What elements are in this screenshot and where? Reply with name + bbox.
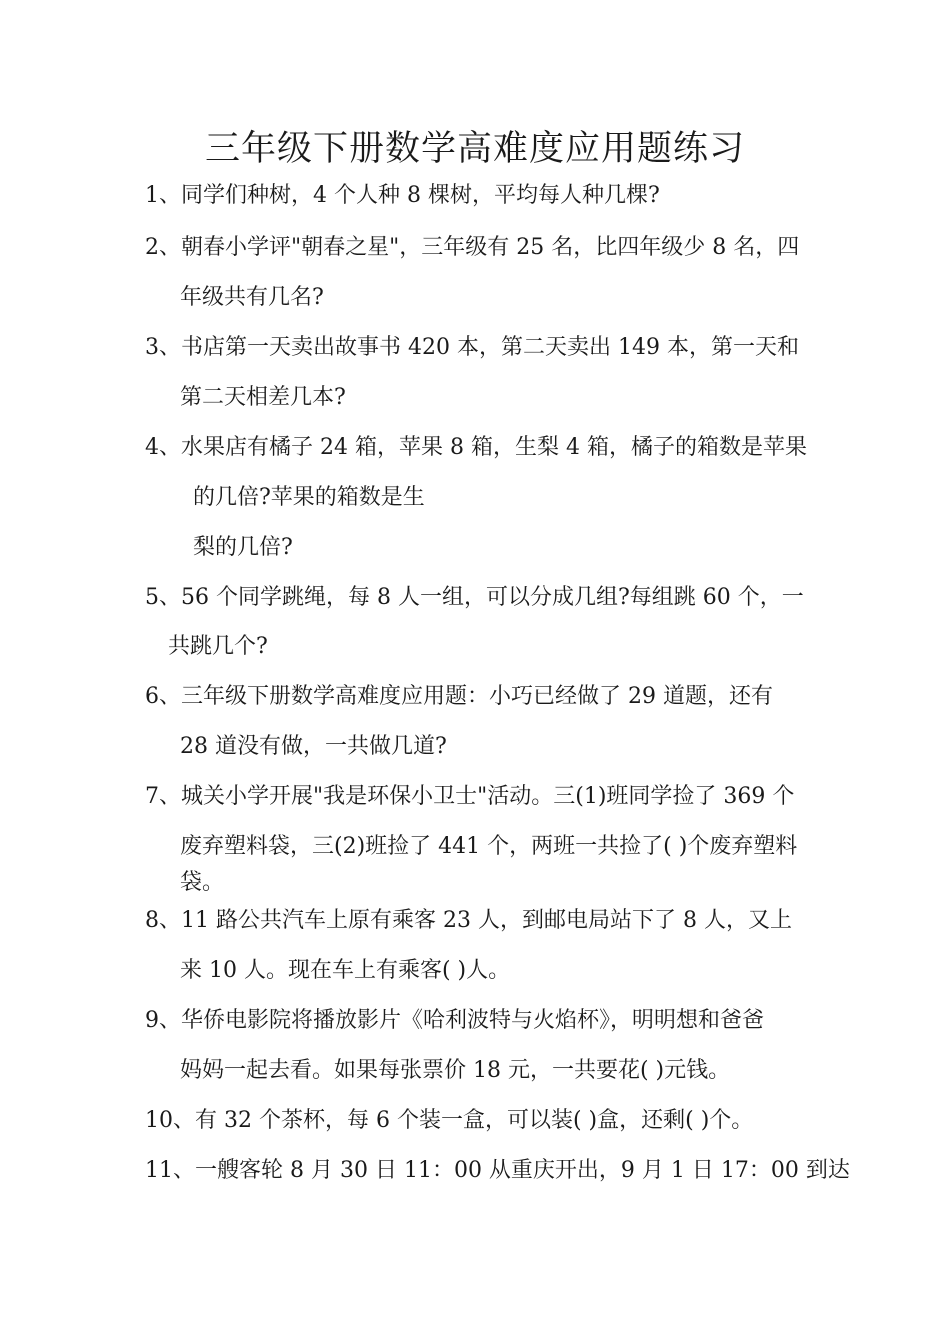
question-5-line-1: 5、56 个同学跳绳，每 8 人一组，可以分成几组?每组跳 60 个，一: [145, 585, 804, 610]
question-4-line-2: 的几倍?苹果的箱数是生: [193, 485, 425, 510]
question-2-line-2: 年级共有几名?: [180, 285, 324, 310]
question-9-line-1: 9、华侨电影院将播放影片《哈利波特与火焰杯》，明明想和爸爸: [145, 1008, 764, 1033]
question-7-line-1: 7、城关小学开展"我是环保小卫士"活动。三(1)班同学捡了 369 个: [145, 784, 795, 809]
question-6-line-2: 28 道没有做，一共做几道?: [180, 734, 447, 759]
question-7-line-2: 废弃塑料袋，三(2)班捡了 441 个，两班一共捡了( )个废弃塑料: [180, 834, 798, 859]
question-1-line-1: 1、同学们种树，4 个人种 8 棵树，平均每人种几棵?: [145, 183, 660, 208]
question-10-line-1: 10、有 32 个茶杯，每 6 个装一盒，可以装( )盒，还剩( )个。: [145, 1108, 754, 1133]
question-3-line-2: 第二天相差几本?: [180, 385, 346, 410]
document-title: 三年级下册数学高难度应用题练习: [204, 129, 745, 169]
question-11-line-1: 11、一艘客轮 8 月 30 日 11：00 从重庆开出，9 月 1 日 17：00 到达: [145, 1158, 850, 1183]
question-8-line-2: 来 10 人。现在车上有乘客( )人。: [180, 958, 511, 983]
question-8-line-1: 8、11 路公共汽车上原有乘客 23 人，到邮电局站下了 8 人，又上: [145, 908, 792, 933]
question-4-line-1: 4、水果店有橘子 24 箱，苹果 8 箱，生梨 4 箱，橘子的箱数是苹果: [145, 435, 807, 460]
question-4-line-3: 梨的几倍?: [193, 535, 293, 560]
question-9-line-2: 妈妈一起去看。如果每张票价 18 元，一共要花( )元钱。: [180, 1058, 731, 1083]
question-2-line-1: 2、朝春小学评"朝春之星"，三年级有 25 名，比四年级少 8 名，四: [145, 235, 800, 260]
question-5-line-2: 共跳几个?: [168, 634, 268, 659]
question-6-line-1: 6、三年级下册数学高难度应用题：小巧已经做了 29 道题，还有: [145, 684, 773, 709]
question-3-line-1: 3、书店第一天卖出故事书 420 本，第二天卖出 149 本，第一天和: [145, 335, 799, 360]
question-7-line-3: 袋。: [180, 870, 225, 895]
